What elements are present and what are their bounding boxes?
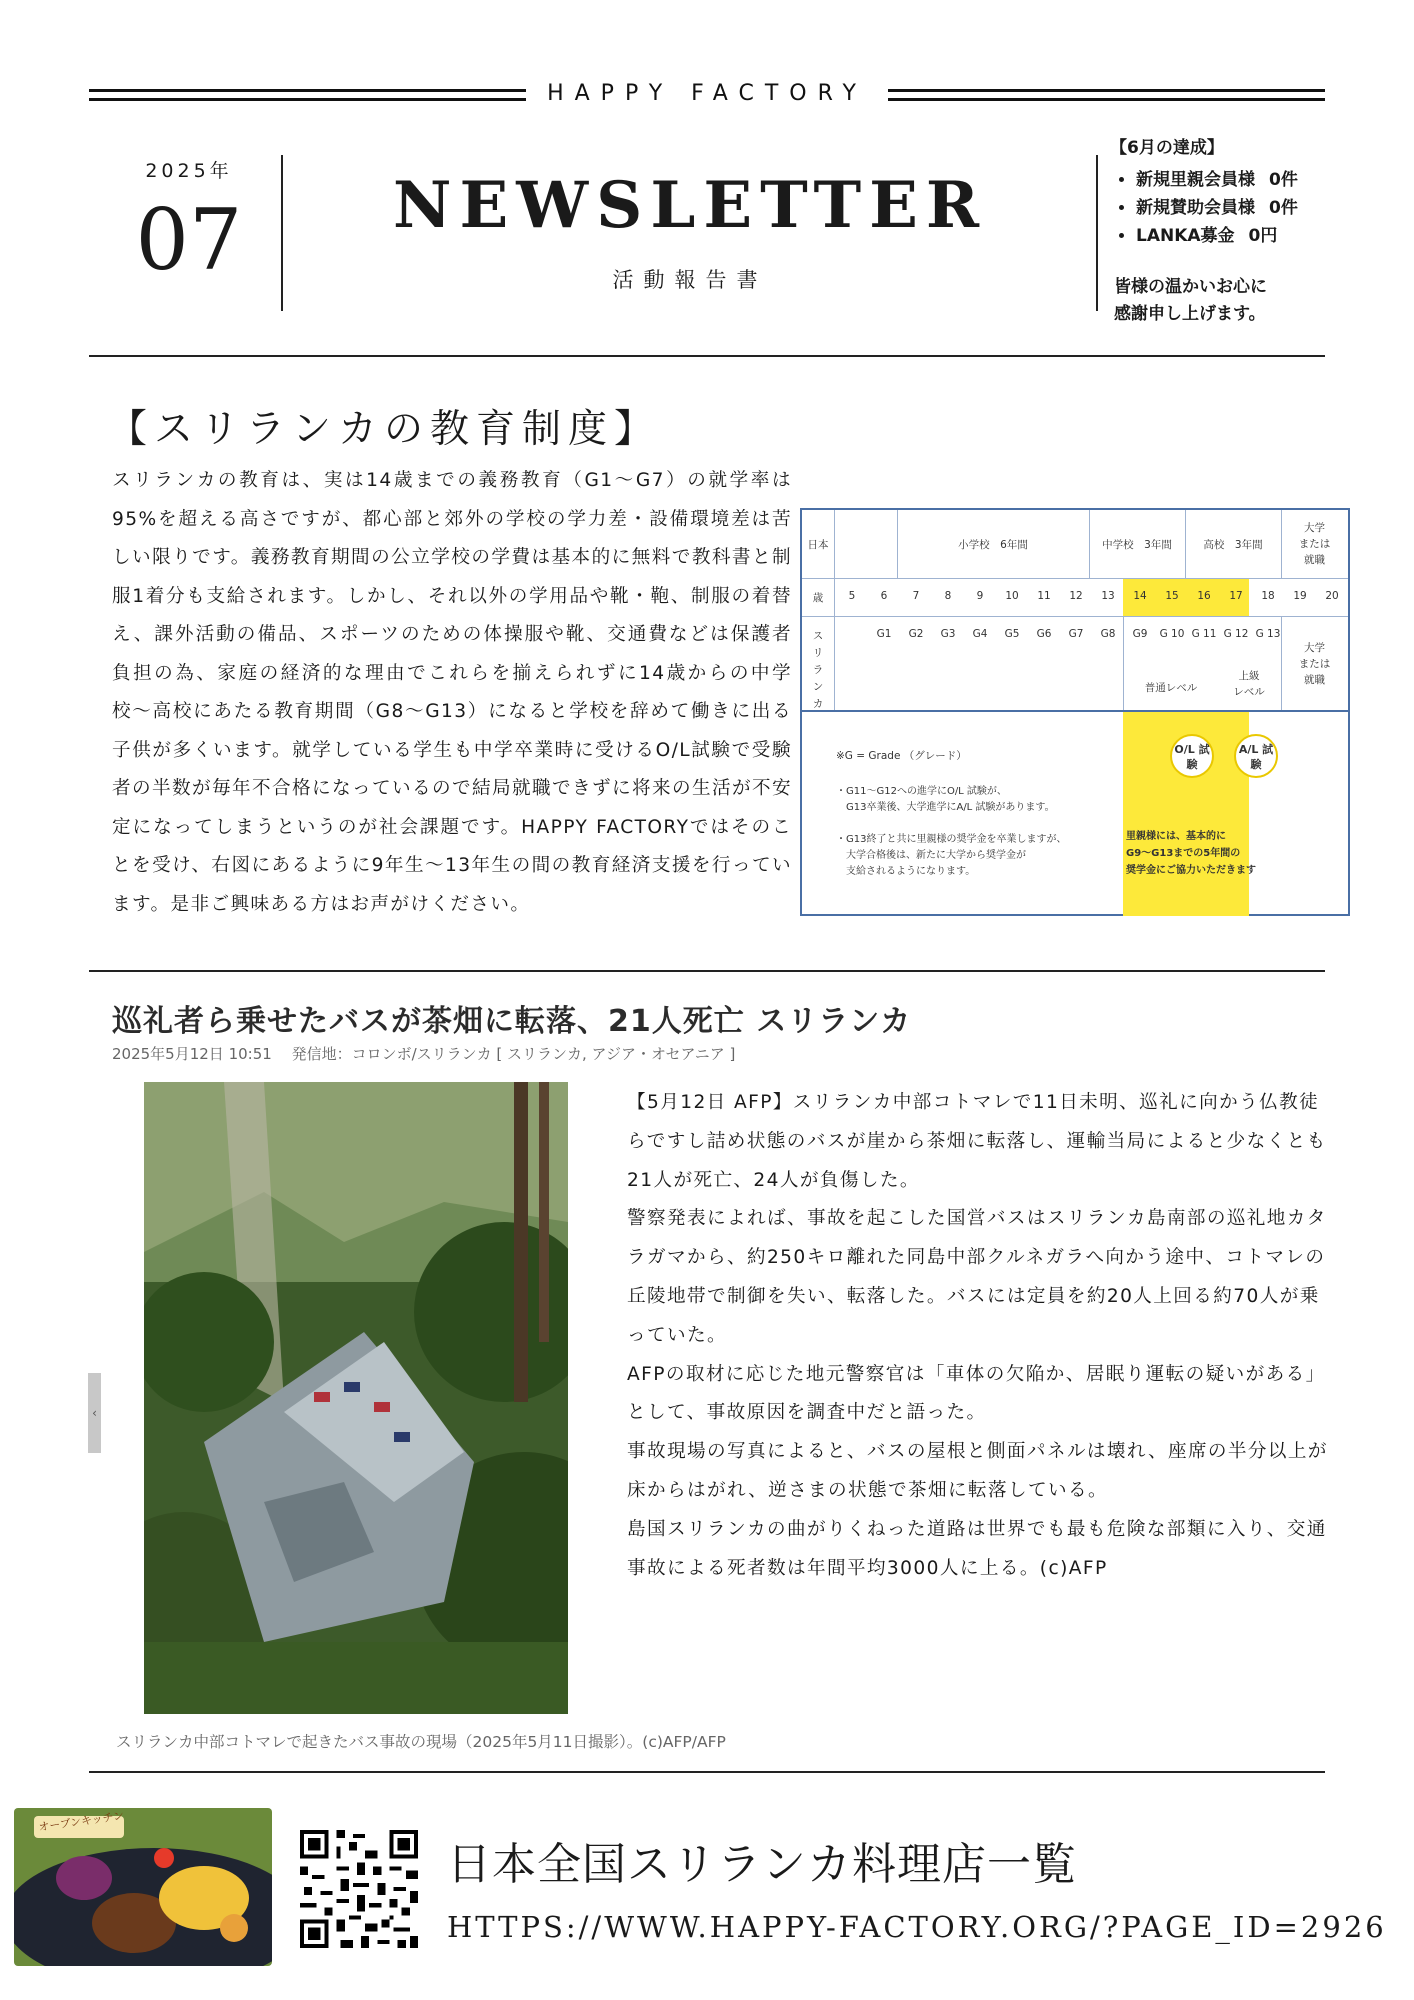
achievement-item <box>1136 166 1298 194</box>
achievements-list <box>1114 166 1298 250</box>
newsletter-title: NEWSLETTER <box>392 168 988 243</box>
age-cell: 16 <box>1197 590 1211 602</box>
news-paragraph: 島国スリランカの曲がりくねった道路は世界でも最も危険な部類に入り、交通事故による死者数は年間平均3000人に上る。(c)AFP <box>627 1518 1327 1579</box>
achievements-heading: 【6月の達成】 <box>1110 138 1224 158</box>
grade-note: ※G = Grade （グレード） <box>836 750 967 762</box>
stage-high-school: 高校 3年間 <box>1203 539 1263 551</box>
al-exam-badge: A/L 試 験 <box>1234 734 1278 778</box>
support-note: 里親様には、基本的に G9〜G13までの5年間の 奨学金にご協力いただきます <box>1126 831 1256 876</box>
qr-code[interactable] <box>300 1830 418 1948</box>
grade-cell: G1 <box>876 628 892 640</box>
footer-title: 日本全国スリランカ料理店一覧 <box>447 1839 1077 1890</box>
age-cell: 15 <box>1165 590 1179 602</box>
achievement-value: 0件 <box>1269 198 1298 218</box>
age-label: 歳 <box>812 592 824 604</box>
grade-cell: G2 <box>908 628 924 640</box>
section-divider <box>89 355 1325 357</box>
age-cell: 18 <box>1261 590 1275 602</box>
news-headline: 巡礼者ら乗せたバスが茶畑に転落、21人死亡 スリランカ <box>112 1004 912 1039</box>
grade-cell: G7 <box>1068 628 1084 640</box>
age-cell: 14 <box>1133 590 1147 602</box>
grade-cell: G 13 <box>1255 628 1281 640</box>
grid-line <box>834 510 835 710</box>
age-cell: 9 <box>976 590 984 602</box>
issue-month: 07 <box>135 191 243 289</box>
ol-exam-badge: O/L 試 験 <box>1170 734 1214 778</box>
food-sign-text: オーブンキッチン <box>37 1809 125 1834</box>
issue-year: 2025年 <box>145 160 233 182</box>
age-cell: 7 <box>912 590 920 602</box>
advanced-level-label: 上級 レベル <box>1233 670 1265 698</box>
achievement-item <box>1136 194 1298 222</box>
grid-line <box>802 710 1348 712</box>
achievement-label: 新規賛助会員様 <box>1136 198 1255 218</box>
news-meta: 2025年5月12日 10:51 発信地：コロンボ/スリランカ [ スリランカ, アジア・オセアニア ] <box>112 1045 736 1063</box>
news-paragraph: 警察発表によれば、事故を起こした国営バスはスリランカ島南部の巡礼地カタラガマから、約250キロ離れた同島中部クルネガラへ向かう途中、コトマレの丘陵地帯で制御を失い、転落した。バスには定員を約20人上回る約70人が乗っていた。 <box>627 1208 1327 1346</box>
age-cell: 11 <box>1037 590 1051 602</box>
brand-name: HAPPY FACTORY <box>547 81 867 106</box>
grade-cell: G8 <box>1100 628 1116 640</box>
achievement-value: 0件 <box>1269 170 1298 190</box>
news-paragraph: 【5月12日 AFP】スリランカ中部コトマレで11日未明、巡礼に向かう仏教徒らですし詰め状態のバスが崖から茶畑に転落し、運輸当局によると少なくとも21人が死亡、24人が負傷した。 <box>627 1092 1327 1191</box>
age-cell: 12 <box>1069 590 1083 602</box>
grade-cell: G 10 <box>1159 628 1185 640</box>
japan-label: 日本 <box>807 539 829 551</box>
grade-cell: G9 <box>1132 628 1148 640</box>
age-cell: 20 <box>1325 590 1339 602</box>
education-body: スリランカの教育は、実は14歳までの義務教育（G1〜G7）の就学率は95%を超える高さですが、都心部と郊外の学校の学力差・設備環境差は苦しい限りです。義務教育期間の公立学校の学費は基本的に無料で教科書と制服1着分も支給されます。しかし、それ以外の学用品や靴・鞄、制服の着替え、課外活動の備品、スポーツのための体操服や靴、交通費などは保護者負担の為、家庭の経済的な理由でこれらを揃えられずに14歳からの中学校〜高校にあたる教育期間（G8〜G13）になると学校を辞めて働きに出る子供が多くいます。就学している学生も中学卒業時に受けるO/L試験で受験者の半数が毎年不合格になっているので結局就職できずに将来の生活が不安定になってしまうというのが社会課題です。HAPPY FACTORYではそのことを受け、右図にあるように9年生〜13年生の間の教育経済支援を行っています。是非ご興味ある方はお声がけください。 <box>112 470 792 915</box>
news-paragraph: 事故現場の写真によると、バスの屋根と側面パネルは壊れ、座席の半分以上が床からはがれ、逆さまの状態で茶畑に転落している。 <box>627 1441 1328 1501</box>
srilanka-after-label: 大学 または 就職 <box>1298 642 1331 686</box>
grade-cell: G 11 <box>1191 628 1217 640</box>
footer-url-link[interactable]: HTTPS://WWW.HAPPY-FACTORY.ORG/?PAGE_ID=2926 <box>447 1910 1387 1944</box>
grade-cell: G4 <box>972 628 988 640</box>
grid-line <box>802 578 1348 579</box>
header-divider-right <box>1096 155 1098 311</box>
section-divider <box>89 1771 1325 1773</box>
achievement-value: 0円 <box>1248 226 1278 246</box>
achievement-item <box>1136 222 1298 250</box>
grade-cell: G3 <box>940 628 956 640</box>
grade-cell: G 12 <box>1223 628 1249 640</box>
achievement-label: 新規里親会員様 <box>1136 170 1255 190</box>
age-cell: 10 <box>1005 590 1019 602</box>
education-title: 【スリランカの教育制度】 <box>108 407 661 452</box>
stage-after: 大学 または 就職 <box>1298 522 1331 566</box>
srilanka-label: スリランカ <box>812 630 824 710</box>
age-cell: 6 <box>880 590 888 602</box>
ordinary-level-label: 普通レベル <box>1144 682 1198 694</box>
photo-caption: スリランカ中部コトマレで起きたバス事故の現場（2025年5月11日撮影）。(c)AFP/AFP <box>116 1733 726 1751</box>
age-cell: 5 <box>848 590 856 602</box>
achievement-label: LANKA募金 <box>1136 226 1235 246</box>
header-divider-left <box>281 155 283 311</box>
news-body <box>627 1084 1332 1588</box>
newsletter-subtitle: 活動報告書 <box>612 268 768 292</box>
age-cell: 8 <box>944 590 952 602</box>
stage-junior-high: 中学校 3年間 <box>1102 539 1172 551</box>
stage-elementary: 小学校 6年間 <box>958 539 1028 551</box>
education-system-table <box>800 508 1350 916</box>
grade-cell: G6 <box>1036 628 1052 640</box>
grade-cell: G5 <box>1004 628 1020 640</box>
bus-accident-photo <box>144 1082 568 1714</box>
news-paragraph: AFPの取材に応じた地元警察官は「車体の欠陥か、居眠り運転の疑いがある」として、事故原因を調査中だと語った。 <box>627 1363 1326 1424</box>
exam-note: ・G11〜G12への進学にO/L 試験が、 G13卒業後、大学進学にA/L 試験があります。 <box>836 786 1055 813</box>
section-divider <box>89 970 1325 972</box>
grid-line <box>802 616 1348 617</box>
scholarship-note: ・G13終了と共に里親様の奨学金を卒業しますが、 大学合格後は、新たに大学から奨学金が 支給されるようになります。 <box>836 834 1067 877</box>
age-cell: 13 <box>1101 590 1115 602</box>
age-cell: 17 <box>1229 590 1243 602</box>
thanks-message: 皆様の温かいお心に 感謝申し上げます。 <box>1114 277 1267 324</box>
age-cell: 19 <box>1293 590 1307 602</box>
carousel-prev-button[interactable]: ‹ <box>88 1373 101 1453</box>
